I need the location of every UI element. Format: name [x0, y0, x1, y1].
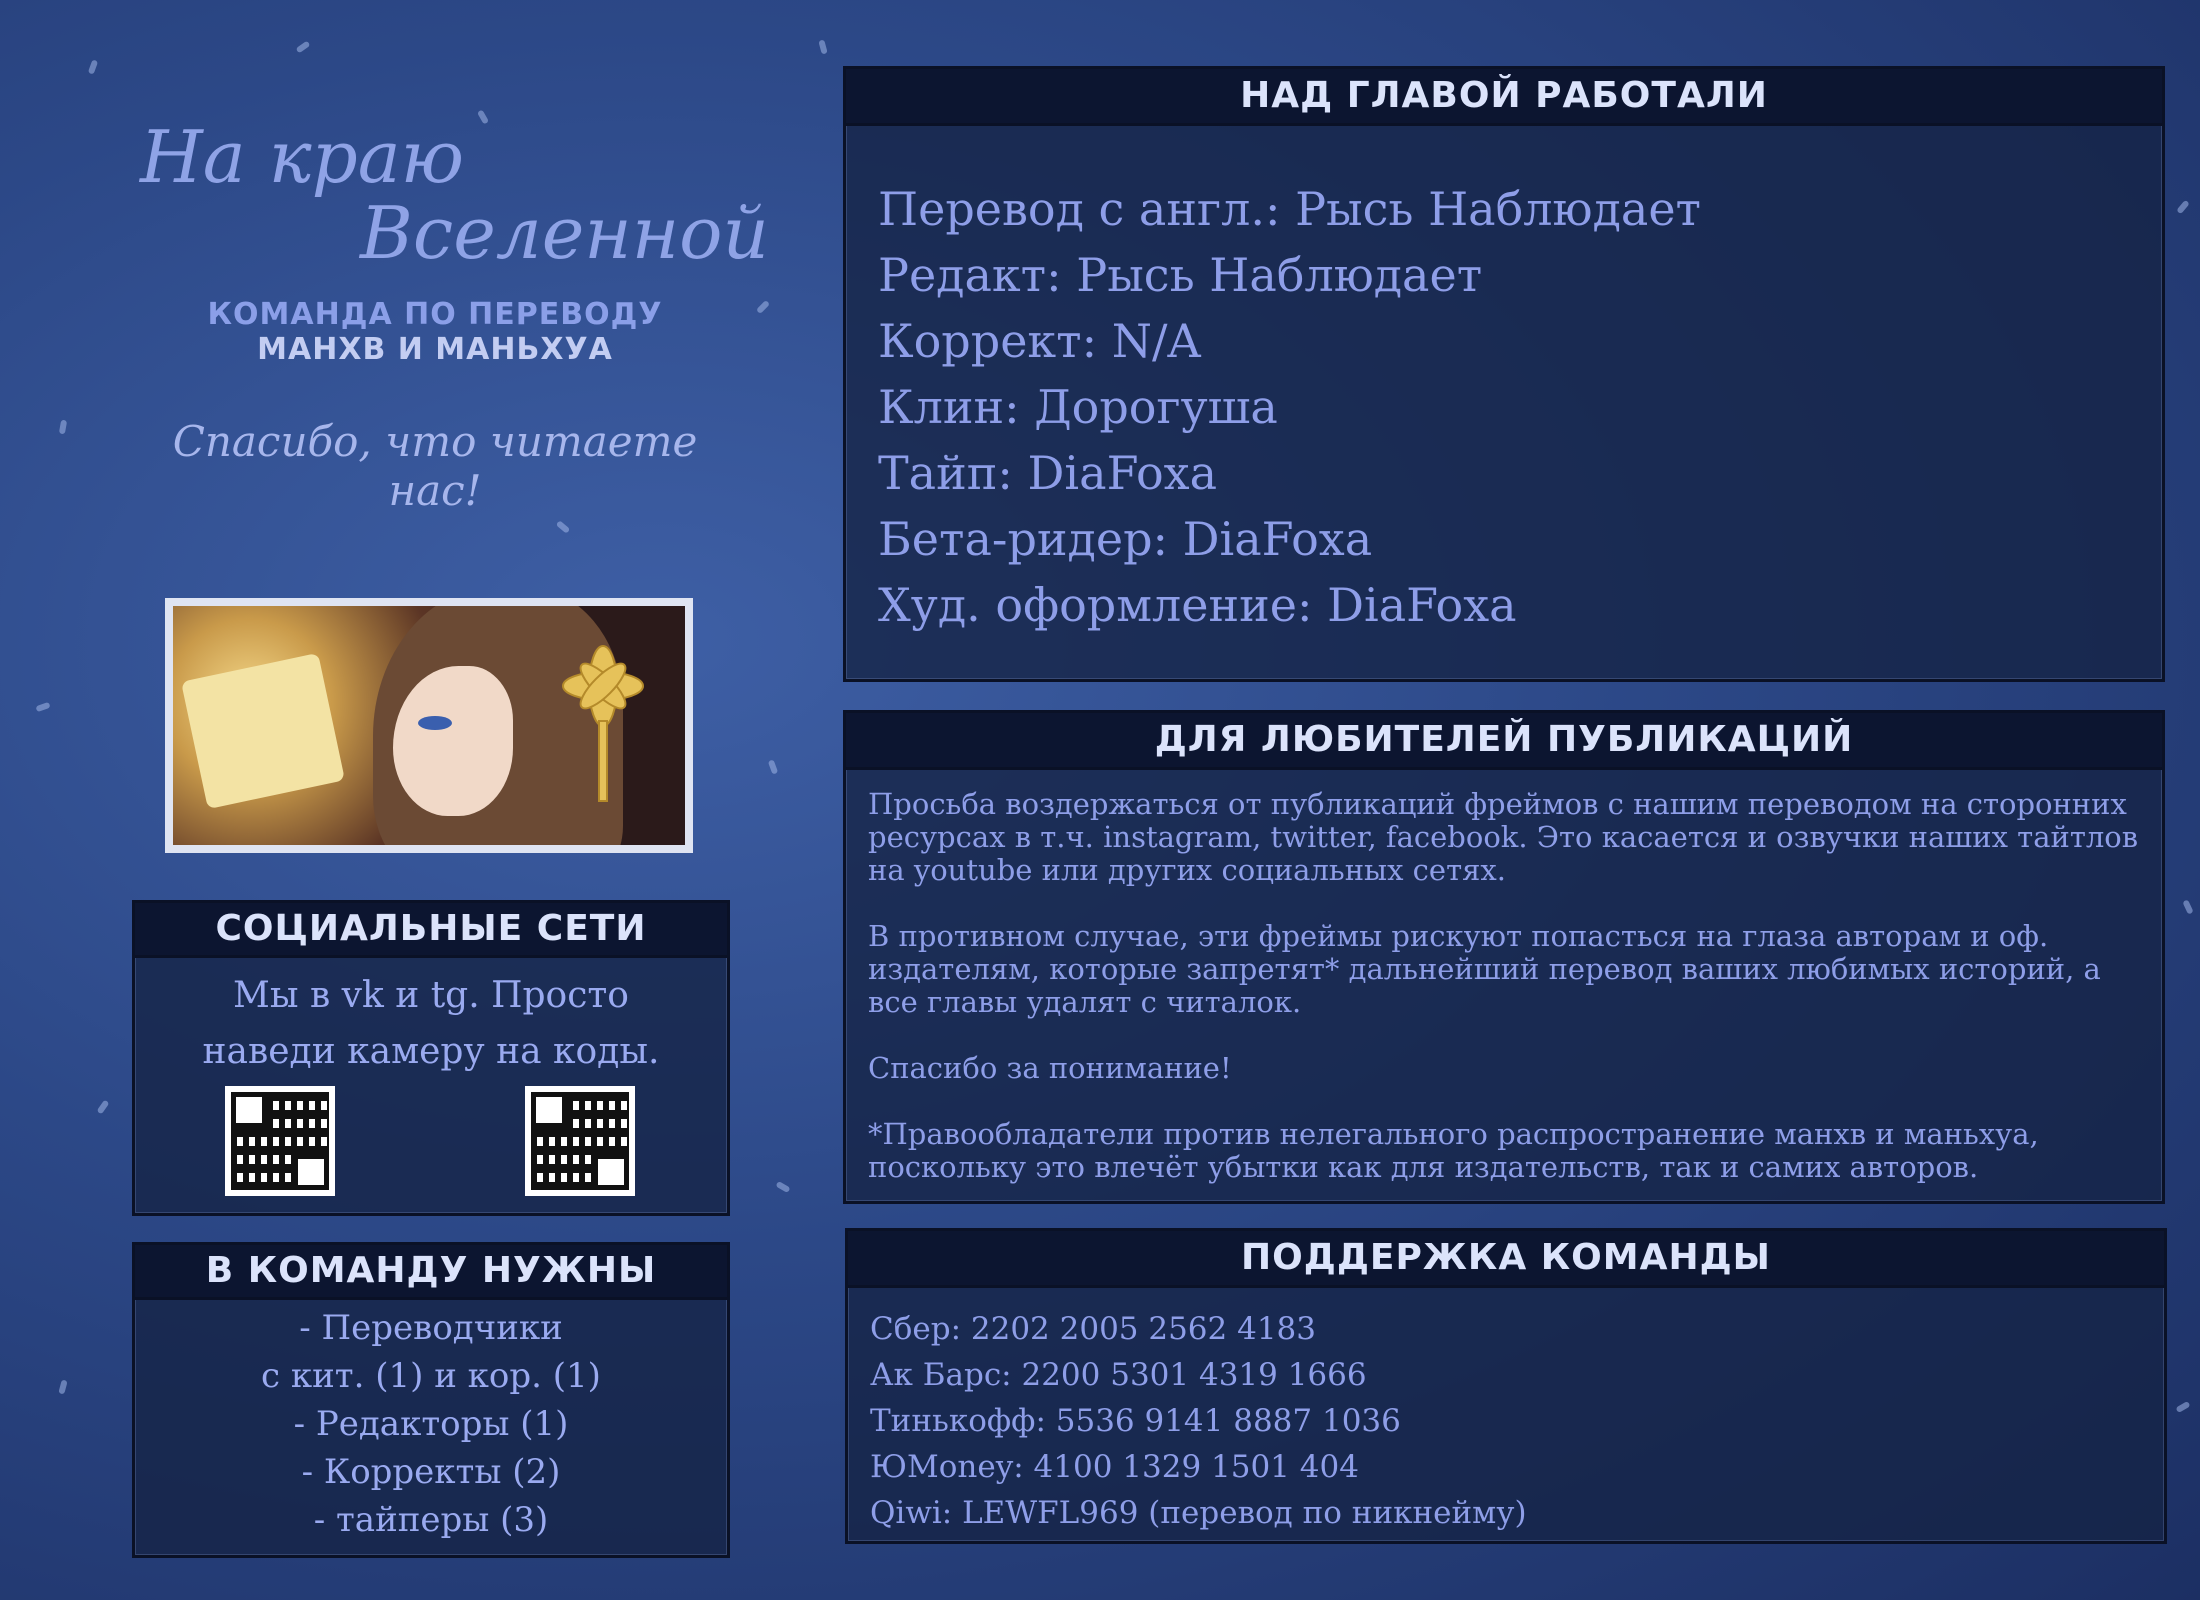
publications-panel [843, 710, 2165, 1204]
publications-heading: ДЛЯ ЛЮБИТЕЛЕЙ ПУБЛИКАЦИЙ [846, 713, 2162, 770]
team-line: с кит. (1) и кор. (1) [261, 1356, 601, 1396]
credit-line: Тайп: DiaFoxa [878, 446, 1218, 500]
credits-panel [843, 66, 2165, 682]
brand-logo-title [140, 115, 769, 275]
team-panel [132, 1242, 730, 1558]
brand-thanks: Спасибо, что читаете нас! [172, 417, 698, 516]
team-line: - Редакторы (1) [293, 1404, 569, 1444]
illustration-image [165, 598, 693, 853]
publications-paragraph: Спасибо за понимание! [868, 1051, 1232, 1085]
eye-art [418, 716, 452, 730]
support-line: Тинькофф: 5536 9141 8887 1036 [870, 1403, 1401, 1439]
credit-line: Коррект: N/A [878, 314, 1201, 368]
team-line: - тайперы (3) [313, 1500, 549, 1540]
credit-line: Клин: Дорогуша [878, 380, 1278, 434]
tg-qr-code[interactable] [525, 1086, 635, 1196]
brand-title-line2: Вселенной [360, 190, 769, 275]
gift-box-art [181, 653, 345, 809]
credits-heading: НАД ГЛАВОЙ РАБОТАЛИ [846, 69, 2162, 126]
credit-line: Редакт: Рысь Наблюдает [878, 248, 1483, 302]
team-line: - Переводчики [299, 1308, 563, 1348]
hairpin-art [533, 626, 673, 806]
social-panel [132, 900, 730, 1216]
vk-qr-code[interactable] [225, 1086, 335, 1196]
credit-line: Худ. оформление: DiaFoxa [878, 578, 1517, 632]
support-line: Ак Барс: 2200 5301 4319 1666 [870, 1357, 1367, 1393]
brand-block [140, 115, 769, 516]
credit-line: Перевод с англ.: Рысь Наблюдает [878, 182, 1701, 236]
publications-paragraph: *Правообладатели против нелегального распространение манхв и маньхуа, поскольку это влечёт убытки как для издательств, так и самих авторов. [868, 1117, 2039, 1184]
publications-paragraph: В противном случае, эти фреймы рискуют попасться на глаза авторам и оф. издателям, которые запретят* дальнейший перевод ваших любимых историй, а все главы удалят с читалок. [868, 919, 2101, 1019]
social-text-line1: Мы в vk и tg. Просто [233, 975, 629, 1016]
team-heading: В КОМАНДУ НУЖНЫ [135, 1245, 727, 1300]
support-line: ЮMoney: 4100 1329 1501 404 [870, 1449, 1359, 1485]
support-line: Qiwi: LEWFL969 (перевод по никнейму) [870, 1495, 1527, 1531]
brand-subtitle-2: МАНХВ И МАНЬХУА [257, 332, 613, 368]
support-line: Сбер: 2202 2005 2562 4183 [870, 1311, 1317, 1347]
brand-subtitle: КОМАНДА ПО ПЕРЕВОДУ [207, 297, 663, 333]
team-line: - Корректы (2) [301, 1452, 561, 1492]
social-heading: СОЦИАЛЬНЫЕ СЕТИ [135, 903, 727, 958]
publications-paragraph: Просьба воздержаться от публикаций фреймов с нашим переводом на сторонних ресурсах в т.ч. instagram, twitter, facebook. Это касается и озвучки наших тайтлов на youtube или других социальных сетях. [868, 787, 2139, 887]
support-panel [845, 1228, 2167, 1544]
brand-title-line1: На краю [140, 115, 464, 199]
support-heading: ПОДДЕРЖКА КОМАНДЫ [848, 1231, 2164, 1288]
social-text-line2: наведи камеру на коды. [202, 1031, 660, 1072]
credit-line: Бета-ридер: DiaFoxa [878, 512, 1373, 566]
